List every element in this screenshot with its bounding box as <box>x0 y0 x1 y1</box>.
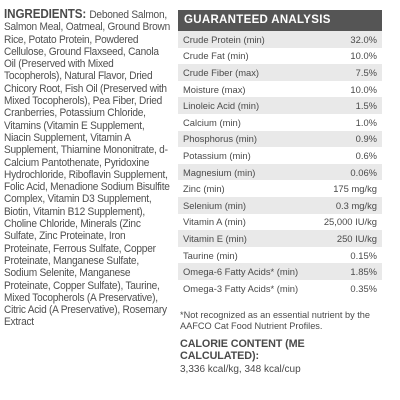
analysis-label: Magnesium (min) <box>178 164 314 181</box>
analysis-row <box>178 81 382 98</box>
analysis-row <box>178 48 382 65</box>
analysis-value: 10.0% <box>314 48 382 65</box>
analysis-label: Vitamin E (min) <box>178 230 314 247</box>
analysis-label: Moisture (max) <box>178 81 314 98</box>
analysis-value: 0.35% <box>314 280 382 297</box>
analysis-label: Phosphorus (min) <box>178 131 314 148</box>
analysis-label: Potassium (min) <box>178 147 314 164</box>
analysis-row <box>178 131 382 148</box>
analysis-row <box>178 164 382 181</box>
analysis-label: Crude Fiber (max) <box>178 64 314 81</box>
analysis-value: 10.0% <box>314 81 382 98</box>
analysis-value: 1.85% <box>314 263 382 280</box>
analysis-value: 1.5% <box>314 97 382 114</box>
calorie-content-value: 3,336 kcal/kg, 348 kcal/cup <box>180 363 301 375</box>
analysis-row <box>178 114 382 131</box>
analysis-label: Crude Protein (min) <box>178 31 314 48</box>
aafco-footnote: *Not recognized as an essential nutrient by the AAFCO Cat Food Nutrient Profiles. <box>180 309 370 332</box>
analysis-row <box>178 230 382 247</box>
analysis-row <box>178 247 382 264</box>
analysis-value: 0.3 mg/kg <box>314 197 382 214</box>
analysis-row <box>178 147 382 164</box>
analysis-value: 0.15% <box>314 247 382 264</box>
guaranteed-analysis-table <box>178 31 382 297</box>
analysis-row <box>178 31 382 48</box>
analysis-label: Selenium (min) <box>178 197 314 214</box>
analysis-label: Vitamin A (min) <box>178 214 314 231</box>
calorie-content-title: CALORIE CONTENT (ME CALCULATED): <box>180 337 305 362</box>
analysis-value: 0.9% <box>314 131 382 148</box>
guaranteed-analysis-title: GUARANTEED ANALYSIS <box>178 10 382 31</box>
analysis-row <box>178 280 382 297</box>
ingredients-heading: INGREDIENTS: <box>4 7 90 21</box>
ingredients-block <box>4 8 171 329</box>
analysis-value: 175 mg/kg <box>314 180 382 197</box>
analysis-value: 7.5% <box>314 64 382 81</box>
analysis-row <box>178 97 382 114</box>
analysis-label: Taurine (min) <box>178 247 314 264</box>
analysis-label: Crude Fat (min) <box>178 48 314 65</box>
analysis-label: Linoleic Acid (min) <box>178 97 314 114</box>
analysis-label: Zinc (min) <box>178 180 314 197</box>
analysis-label: Calcium (min) <box>178 114 314 131</box>
analysis-label: Omega-6 Fatty Acids* (min) <box>178 263 314 280</box>
guaranteed-analysis-panel <box>178 10 382 375</box>
analysis-row <box>178 263 382 280</box>
analysis-value: 0.06% <box>314 164 382 181</box>
analysis-value: 25,000 IU/kg <box>314 214 382 231</box>
analysis-label: Omega-3 Fatty Acids* (min) <box>178 280 314 297</box>
analysis-value: 0.6% <box>314 147 382 164</box>
ingredients-text: Deboned Salmon, Salmon Meal, Oatmeal, Ground Brown Rice, Potato Protein, Powdered Cellulose, Ground Flaxseed, Canola Oil (Preserved with Mixed Tocopherols), Natural Flavor, Dried Chicory Root, Fish Oil (Preserved with Mixed Tocopherols), Pea Fiber, Dried Cranberries, Potassium Chloride, Vitamins (Vitamin E Supplement, Niacin Supplement, Vitamin A Supplement, Thiamine Mononitrate, d-Calcium Pantothenate, Pyridoxine Hydrochloride, Riboflavin Supplement, Folic Acid, Menadione Sodium Bisulfite Complex, Vitamin D3 Supplement, Biotin, Vitamin B12 Supplement), Choline Chloride, Minerals (Zinc Sulfate, Zinc Proteinate, Iron Proteinate, Ferrous Sulfate, Copper Proteinate, Manganese Sulfate, Sodium Selenite, Manganese Proteinate, Copper Sulfate), Taurine, Mixed Tocopherols (A Preservative), Citric Acid (A Preservative), Rosemary Extract <box>4 9 171 329</box>
analysis-row <box>178 214 382 231</box>
analysis-value: 1.0% <box>314 114 382 131</box>
analysis-row <box>178 64 382 81</box>
analysis-value: 250 IU/kg <box>314 230 382 247</box>
analysis-row <box>178 197 382 214</box>
analysis-row <box>178 180 382 197</box>
analysis-value: 32.0% <box>314 31 382 48</box>
